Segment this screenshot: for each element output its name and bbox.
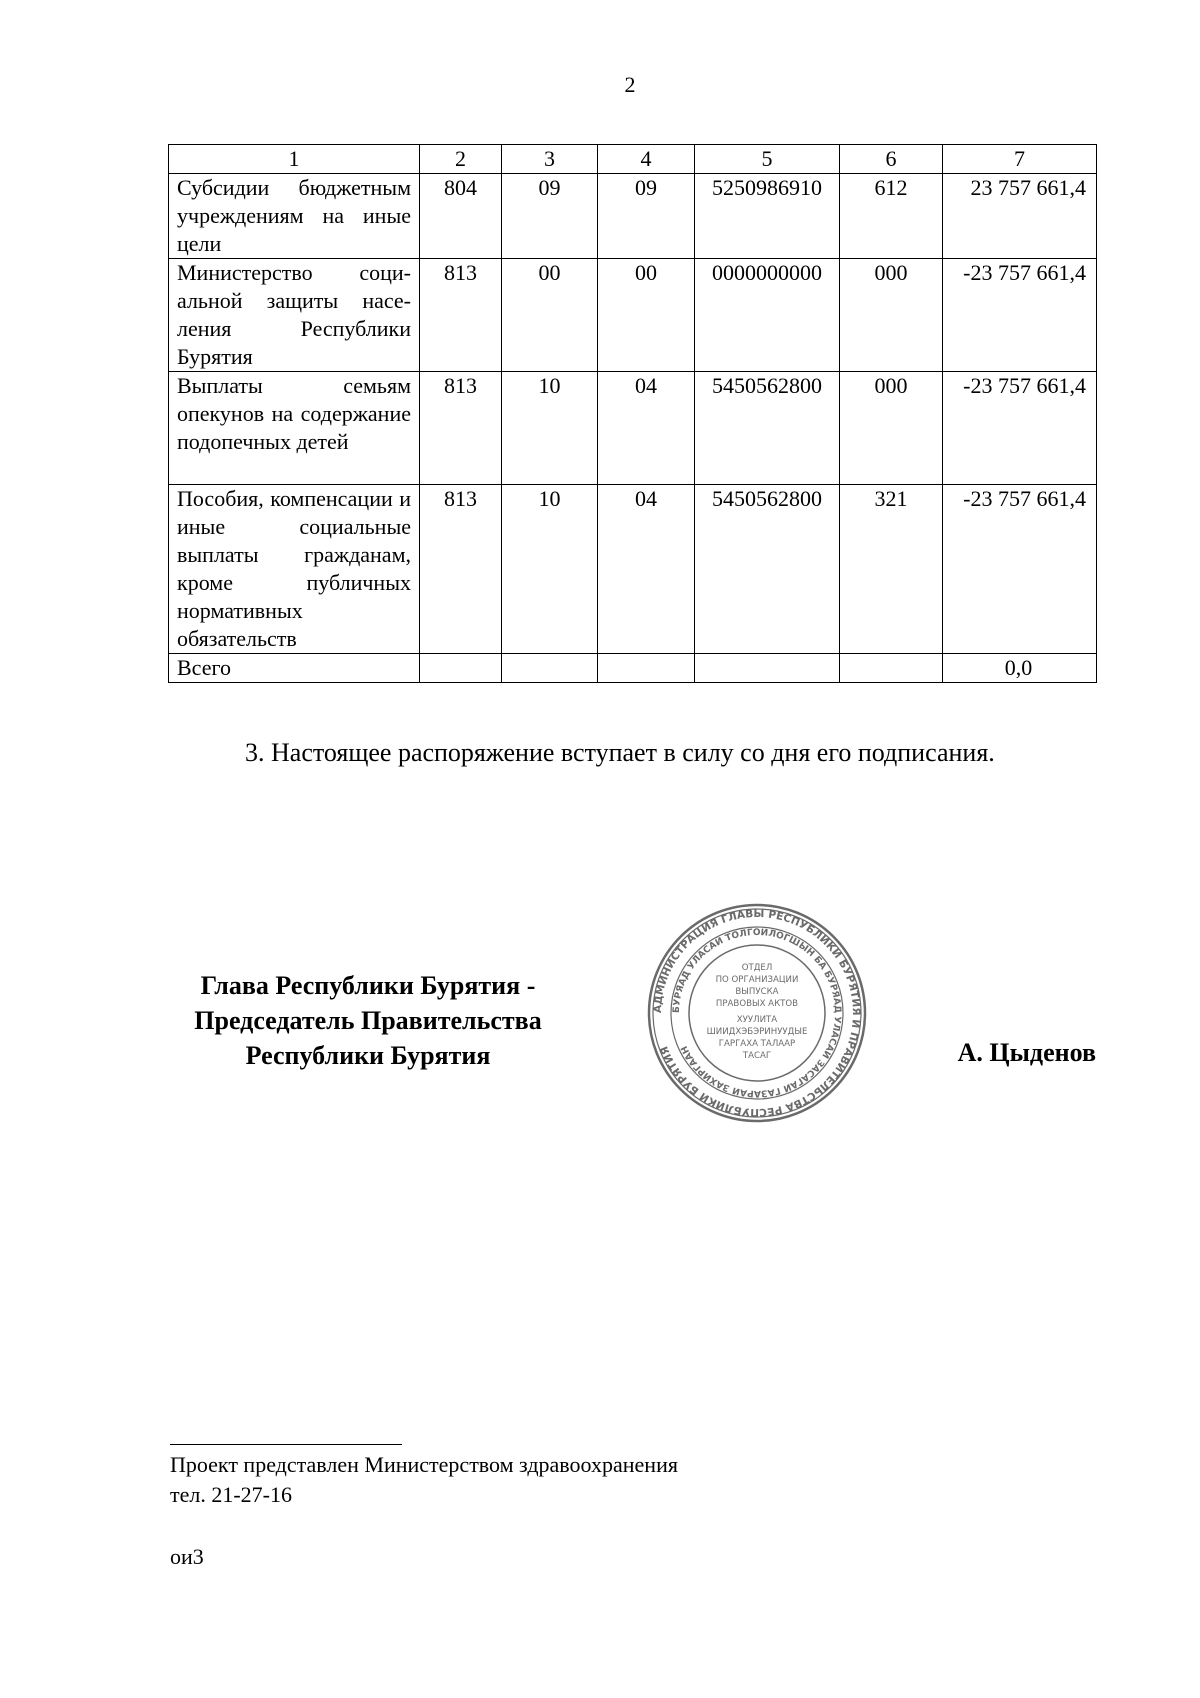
- signatory-title: [168, 968, 568, 1073]
- header-cell: 1: [169, 145, 420, 174]
- cell-c2: 813: [420, 372, 502, 485]
- header-cell: 3: [502, 145, 598, 174]
- header-cell: 6: [840, 145, 943, 174]
- table-row: [169, 372, 1097, 485]
- row-name: Субсидии бюджетным учреждениям на иные цели: [169, 174, 420, 259]
- cell-c3: 09: [502, 174, 598, 259]
- budget-table: [168, 144, 1097, 683]
- total-value: 0,0: [943, 654, 1097, 683]
- cell-c5: 5250986910: [695, 174, 840, 259]
- cell-c4: 04: [598, 485, 695, 654]
- seal-center-line: ПО ОРГАНИЗАЦИИ: [715, 975, 799, 985]
- footnote-line: тел. 21-27-16: [170, 1482, 293, 1507]
- cell-c5: 5450562800: [695, 372, 840, 485]
- cell-c4: 00: [598, 259, 695, 372]
- seal-inner-text: БУРЯАД УЛАСАЙ ТОЛГОЙЛОГШЫН БА БУРЯАД УЛАСАЙ ЗАСАГАЙ ГАЗАРАЙ ЗАХИРГААН: [671, 927, 843, 1099]
- row-name: Пособия, компенсации и иные социальные выплаты гражданам, кроме публичных нормативных обязательств: [169, 485, 420, 654]
- header-cell: 7: [943, 145, 1097, 174]
- total-label: Всего: [169, 654, 420, 683]
- signatory-line: Председатель Правительства: [194, 1006, 542, 1035]
- cell-c3: 10: [502, 485, 598, 654]
- footnote: [170, 1450, 678, 1510]
- table-total-row: [169, 654, 1097, 683]
- cell-c4: 09: [598, 174, 695, 259]
- table-row: [169, 174, 1097, 259]
- empty-cell: [695, 654, 840, 683]
- header-cell: 4: [598, 145, 695, 174]
- cell-amount: -23 757 661,4: [943, 485, 1097, 654]
- seal-center-line: ШИИДХЭБЭРИНУУДЫЕ: [706, 1027, 808, 1037]
- header-cell: 5: [695, 145, 840, 174]
- header-cell: 2: [420, 145, 502, 174]
- seal-center-line: ОТДЕЛ: [741, 963, 773, 973]
- signer-name: А. Цыденов: [957, 1038, 1096, 1067]
- cell-c2: 813: [420, 259, 502, 372]
- cell-c6: 000: [840, 259, 943, 372]
- row-name: Министерство социальной защиты населения Республики Бурятия: [169, 259, 420, 372]
- seal-center-line: ПРАВОВЫХ АКТОВ: [715, 999, 799, 1009]
- document-code: ои3: [170, 1544, 204, 1569]
- empty-cell: [840, 654, 943, 683]
- cell-c5: 0000000000: [695, 259, 840, 372]
- cell-c6: 000: [840, 372, 943, 485]
- svg-text:АДМИНИСТРАЦИЯ ГЛАВЫ РЕСПУБЛИКИ: [652, 908, 862, 1118]
- cell-amount: -23 757 661,4: [943, 259, 1097, 372]
- cell-c6: 612: [840, 174, 943, 259]
- empty-cell: [502, 654, 598, 683]
- cell-c5: 5450562800: [695, 485, 840, 654]
- page-number: 2: [624, 72, 636, 97]
- clause-3: 3. Настоящее распоряжение вступает в силу со дня его подписания.: [245, 738, 995, 767]
- empty-cell: [420, 654, 502, 683]
- cell-c2: 813: [420, 485, 502, 654]
- cell-c2: 804: [420, 174, 502, 259]
- table-row: [169, 259, 1097, 372]
- footnote-line: Проект представлен Министерством здравоохранения: [170, 1452, 678, 1477]
- row-name: Выплаты семьям опекунов на содержание подопечных детей: [169, 372, 420, 485]
- table-row: [169, 485, 1097, 654]
- svg-text:БУРЯАД УЛАСАЙ ТОЛГОЙЛОГШЫН БА: [672, 926, 842, 1098]
- cell-c6: 321: [840, 485, 943, 654]
- official-seal-stamp: [646, 902, 868, 1124]
- empty-cell: [598, 654, 695, 683]
- seal-center-line: ХУУЛИТА: [736, 1015, 778, 1025]
- cell-c3: 10: [502, 372, 598, 485]
- cell-amount: -23 757 661,4: [943, 372, 1097, 485]
- cell-amount: 23 757 661,4: [943, 174, 1097, 259]
- seal-center-line: ВЫПУСКА: [735, 987, 779, 997]
- cell-c3: 00: [502, 259, 598, 372]
- seal-outer-text: АДМИНИСТРАЦИЯ ГЛАВЫ РЕСПУБЛИКИ БУРЯТИЯ И ПРАВИТЕЛЬСТВА РЕСПУБЛИКИ БУРЯТИЯ: [651, 907, 863, 1119]
- seal-center-line: ТАСАГ: [742, 1051, 772, 1061]
- signatory-line: Глава Республики Бурятия -: [200, 971, 536, 1000]
- footnote-divider: [170, 1444, 402, 1445]
- table-header-row: [169, 145, 1097, 174]
- signatory-line: Республики Бурятия: [245, 1041, 491, 1070]
- cell-c4: 04: [598, 372, 695, 485]
- seal-center-line: ГАРГАХА ТАЛААР: [718, 1039, 796, 1049]
